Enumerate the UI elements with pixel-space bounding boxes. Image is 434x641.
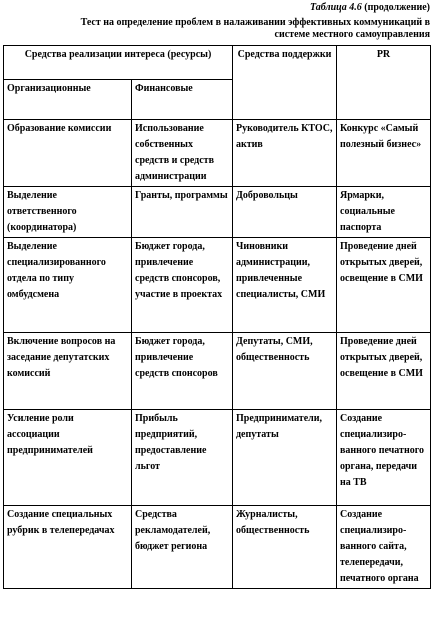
cell-support: Депутаты, СМИ, общественность — [233, 333, 337, 410]
cell-pr: Ярмарки, социальные паспорта — [337, 187, 431, 238]
cell-financial: Использование собственных средств и средств администрации — [132, 120, 233, 187]
cell-financial: Бюджет города, привлечение средств спонсоров — [132, 333, 233, 410]
cell-support: Чиновники администрации, привлеченные специалисты, СМИ — [233, 238, 337, 333]
header-financial: Финансовые — [132, 80, 233, 120]
table-title: Тест на определение проблем в налаживании эффективных коммуникаций в системе местного самоуправления — [80, 17, 430, 40]
caption-prefix: Таблица — [309, 2, 347, 13]
cell-organizational: Выделение специализированного отдела по типу омбудсмена — [4, 238, 132, 333]
cell-financial: Гранты, программы — [132, 187, 233, 238]
caption-suffix: (продолжение) — [364, 2, 430, 13]
header-support: Средства поддержки — [233, 46, 337, 120]
header-row-1 — [4, 46, 431, 80]
header-resources: Средства реализации интереса (ресурсы) — [4, 46, 233, 80]
cell-financial: Средства рекламодателей, бюджет региона — [132, 506, 233, 589]
cell-pr: Конкурс «Самый полезный бизнес» — [337, 120, 431, 187]
table-row — [4, 187, 431, 238]
table-row — [4, 120, 431, 187]
cell-financial: Прибыль предприятий, предоставление льгот — [132, 410, 233, 506]
header-pr: PR — [337, 46, 431, 120]
table-row — [4, 333, 431, 410]
table-row — [4, 506, 431, 589]
table-row — [4, 238, 431, 333]
communications-table — [3, 45, 431, 589]
table-row — [4, 410, 431, 506]
header-organizational: Организационные — [4, 80, 132, 120]
cell-support: Предприниматели, депутаты — [233, 410, 337, 506]
cell-organizational: Включение вопросов на заседание депутатских комиссий — [4, 333, 132, 410]
cell-organizational: Выделение ответственного (координатора) — [4, 187, 132, 238]
cell-financial: Бюджет города, привлечение средств спонсоров, участие в проектах — [132, 238, 233, 333]
cell-support: Руководитель КТОС, актив — [233, 120, 337, 187]
cell-pr: Проведение дней открытых дверей, освещение в СМИ — [337, 238, 431, 333]
table-caption — [310, 2, 430, 13]
cell-organizational: Усиление роли ассоциации предпринимателей — [4, 410, 132, 506]
cell-organizational: Создание специальных рубрик в телепередачах — [4, 506, 132, 589]
cell-organizational: Образование комиссии — [4, 120, 132, 187]
cell-support: Журналисты, общественность — [233, 506, 337, 589]
cell-support: Добровольцы — [233, 187, 337, 238]
caption-number: 4.6 — [349, 2, 362, 13]
cell-pr: Проведение дней открытых дверей, освещение в СМИ — [337, 333, 431, 410]
cell-pr: Создание специализиро-ванного печатного органа, передачи на ТВ — [337, 410, 431, 506]
cell-pr: Создание специализиро-ванного сайта, телепередачи, печатного органа — [337, 506, 431, 589]
